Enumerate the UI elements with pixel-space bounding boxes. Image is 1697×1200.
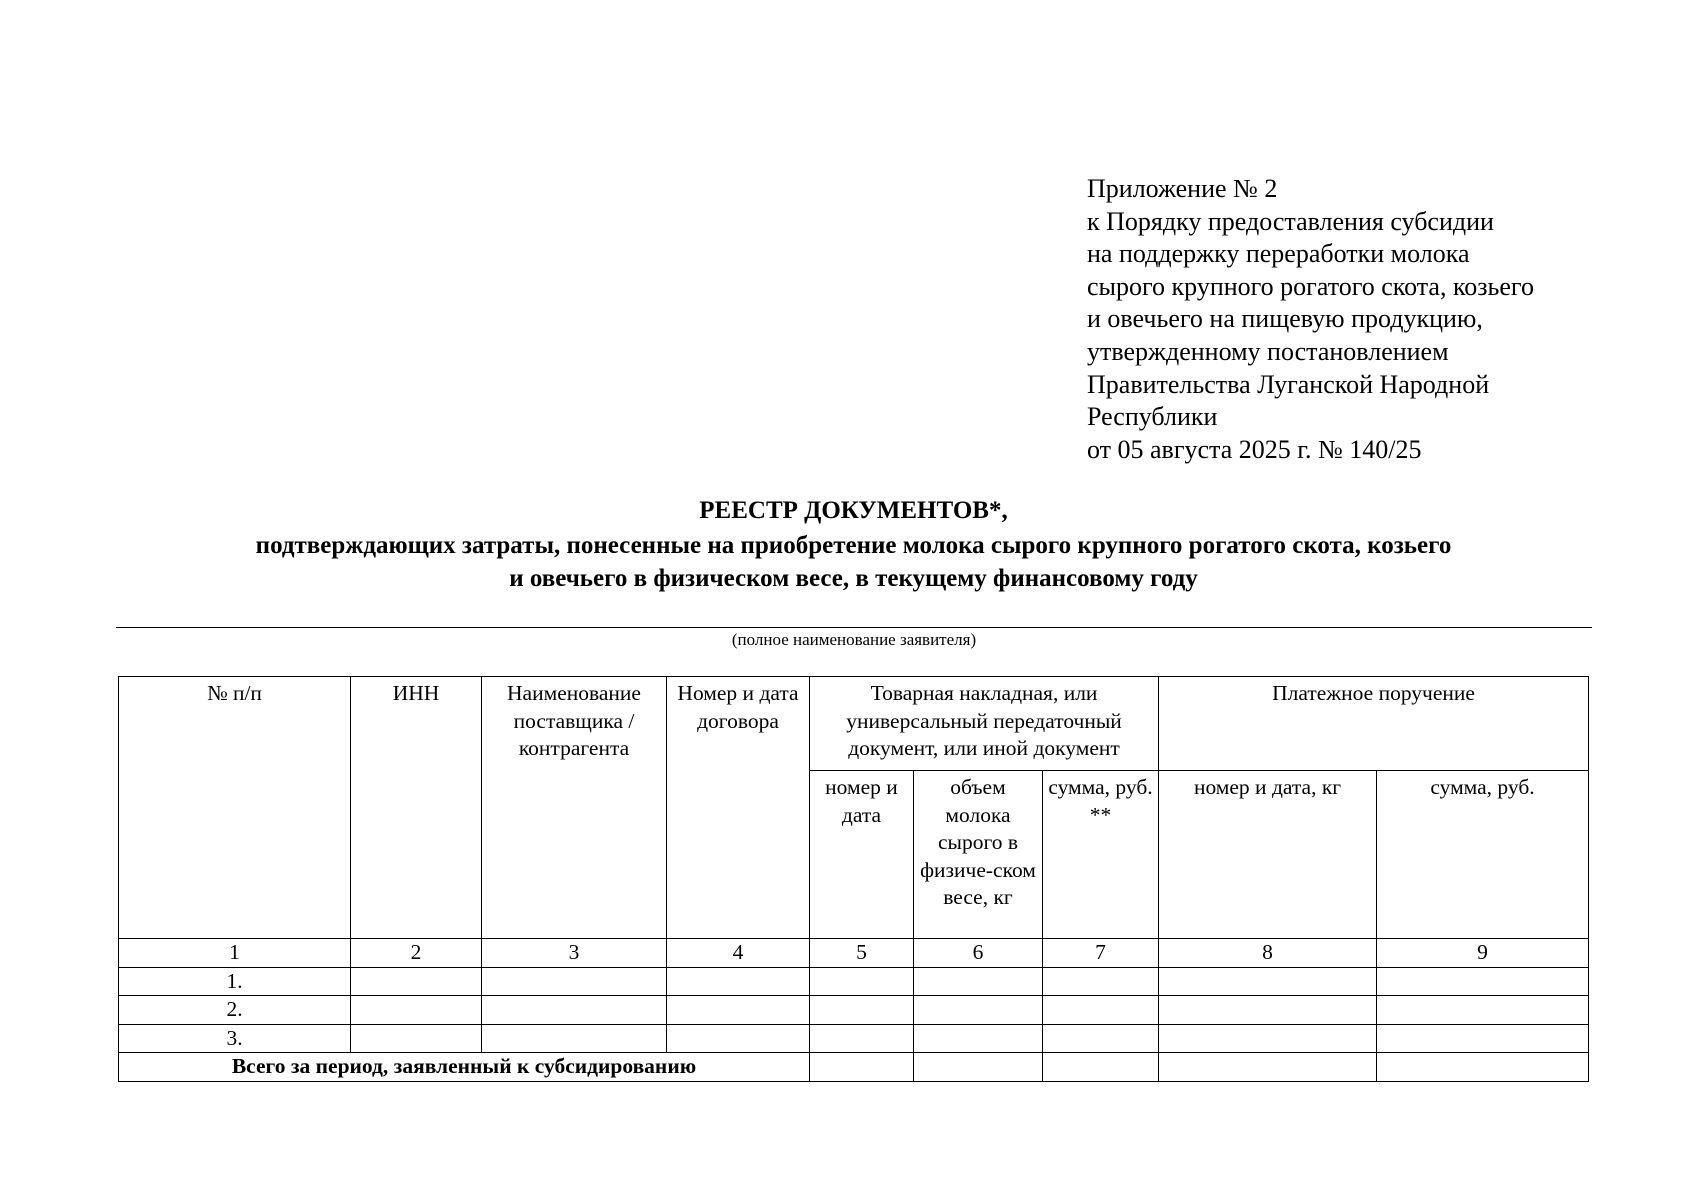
table-cell [1159, 996, 1377, 1025]
table-cell [1377, 967, 1589, 996]
table-cell [810, 1024, 914, 1053]
total-label: Всего за период, заявленный к субсидированию [119, 1053, 810, 1082]
applicant-name-caption: (полное наименование заявителя) [731, 630, 977, 649]
table-row [119, 996, 1589, 1025]
table-cell [482, 1024, 667, 1053]
table-cell [351, 1024, 482, 1053]
column-number: 2 [351, 939, 482, 968]
row-number: 2. [119, 996, 351, 1025]
table-cell [351, 967, 482, 996]
column-number: 3 [482, 939, 667, 968]
table-cell [914, 1024, 1043, 1053]
table-cell [482, 967, 667, 996]
header-num: № п/п [119, 677, 351, 939]
table-cell [810, 996, 914, 1025]
header-payment-sum: сумма, руб. [1377, 771, 1589, 939]
appendix-line: сырого крупного рогатого скота, козьего [1087, 271, 1534, 301]
table-cell [482, 996, 667, 1025]
appendix-line: и овечьего на пищевую продукцию, [1087, 304, 1483, 334]
table-cell [351, 996, 482, 1025]
row-number: 3. [119, 1024, 351, 1053]
table-cell [810, 967, 914, 996]
row-number: 1. [119, 967, 351, 996]
applicant-name-line [116, 627, 1592, 628]
table-row [119, 1024, 1589, 1053]
table-cell [1043, 996, 1159, 1025]
table-cell [1043, 1024, 1159, 1053]
table-cell [667, 967, 810, 996]
table-cell [667, 996, 810, 1025]
table-cell [1377, 996, 1589, 1025]
table-cell [1377, 1024, 1589, 1053]
total-row [119, 1053, 1589, 1082]
table-cell [1377, 1053, 1589, 1082]
header-payment-group: Платежное поручение [1159, 677, 1589, 771]
column-number: 8 [1159, 939, 1377, 968]
column-number: 4 [667, 939, 810, 968]
table-cell [1043, 967, 1159, 996]
document-subtitle-line-1: подтверждающих затраты, понесенные на приобретение молока сырого крупного рогатого скота, козьего [255, 532, 1452, 559]
column-number: 5 [810, 939, 914, 968]
header-contract: Номер и дата договора [667, 677, 810, 939]
document-title: РЕЕСТР ДОКУМЕНТОВ*, [699, 497, 1008, 524]
table-row [119, 967, 1589, 996]
header-inn: ИНН [351, 677, 482, 939]
table-cell [1043, 1053, 1159, 1082]
column-number: 7 [1043, 939, 1159, 968]
header-payment-num-date: номер и дата, кг [1159, 771, 1377, 939]
column-number: 9 [1377, 939, 1589, 968]
table-cell [667, 1024, 810, 1053]
header-supplier: Наименование поставщика / контрагента [482, 677, 667, 939]
header-invoice-group: Товарная накладная, или универсальный передаточный документ, или иной документ [810, 677, 1159, 771]
table-cell [1159, 1053, 1377, 1082]
appendix-line: Правительства Луганской Народной [1087, 369, 1490, 399]
table-cell [914, 1053, 1043, 1082]
header-invoice-volume: объем молока сырого в физиче-ском весе, кг [914, 771, 1043, 939]
appendix-line: от 05 августа 2025 г. № 140/25 [1087, 434, 1422, 464]
document-subtitle-line-2: и овечьего в физическом весе, в текущему финансовому году [509, 565, 1198, 592]
header-invoice-num-date: номер и дата [810, 771, 914, 939]
appendix-block [1087, 173, 1647, 466]
column-number: 6 [914, 939, 1043, 968]
appendix-line: утвержденному постановлением [1087, 336, 1449, 366]
appendix-line: Приложение № 2 [1087, 174, 1278, 203]
table-cell [1159, 967, 1377, 996]
appendix-line: Республики [1087, 402, 1218, 432]
appendix-line: на поддержку переработки молока [1087, 239, 1470, 269]
column-number-row [119, 939, 1589, 968]
table-cell [1159, 1024, 1377, 1053]
registry-table [118, 676, 1589, 1082]
column-number: 1 [119, 939, 351, 968]
table-cell [914, 967, 1043, 996]
table-cell [810, 1053, 914, 1082]
header-invoice-sum: сумма, руб. ** [1043, 771, 1159, 939]
appendix-line: к Порядку предоставления субсидии [1087, 206, 1494, 236]
table-cell [914, 996, 1043, 1025]
